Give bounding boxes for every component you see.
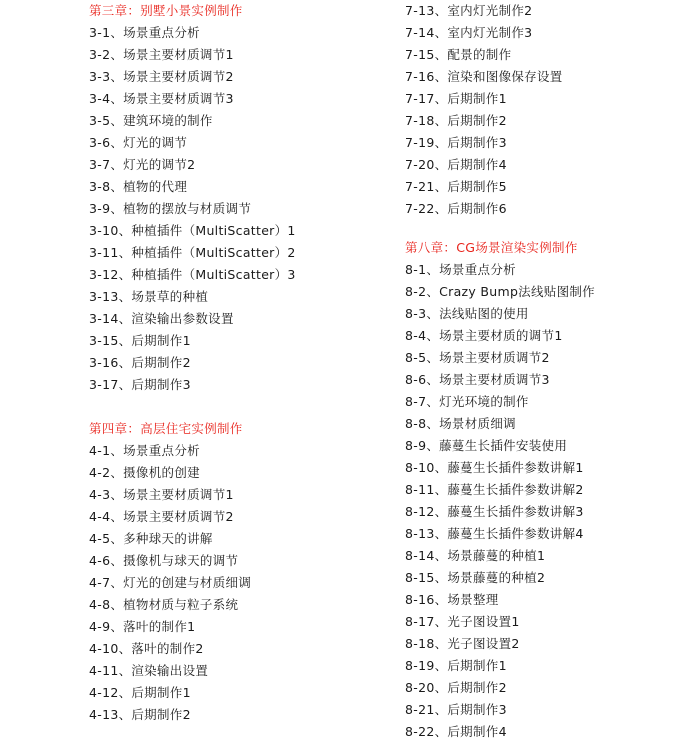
list-item: 7-21、后期制作5	[405, 179, 507, 194]
list-item: 8-20、后期制作2	[405, 680, 507, 695]
chapter-7-continued-list	[405, 0, 700, 220]
list-item: 3-17、后期制作3	[89, 377, 191, 392]
list-item: 7-20、后期制作4	[405, 157, 507, 172]
list-item: 8-22、后期制作4	[405, 724, 507, 739]
list-item: 3-4、场景主要材质调节3	[89, 91, 234, 106]
list-item: 3-15、后期制作1	[89, 333, 191, 348]
list-item: 8-11、藤蔓生长插件参数讲解2	[405, 482, 584, 497]
list-item: 3-3、场景主要材质调节2	[89, 69, 234, 84]
list-item: 4-3、场景主要材质调节1	[89, 487, 234, 502]
list-item: 3-7、灯光的调节2	[89, 157, 196, 172]
list-item: 7-13、室内灯光制作2	[405, 3, 533, 18]
chapter-3-list	[89, 22, 389, 396]
list-item: 4-4、场景主要材质调节2	[89, 509, 234, 524]
list-item: 3-6、灯光的调节	[89, 135, 188, 150]
list-item: 8-17、光子图设置1	[405, 614, 520, 629]
chapter-3-title: 第三章：别墅小景实例制作	[89, 3, 243, 18]
list-item: 8-18、光子图设置2	[405, 636, 520, 651]
list-item: 3-8、植物的代理	[89, 179, 188, 194]
list-item: 4-8、植物材质与粒子系统	[89, 597, 239, 612]
list-item: 3-2、场景主要材质调节1	[89, 47, 234, 62]
list-item: 8-19、后期制作1	[405, 658, 507, 673]
list-item: 7-14、室内灯光制作3	[405, 25, 533, 40]
list-item: 4-12、后期制作1	[89, 685, 191, 700]
list-item: 3-11、种植插件（MultiScatter）2	[89, 245, 296, 260]
list-item: 3-16、后期制作2	[89, 355, 191, 370]
list-item: 4-11、渲染输出设置	[89, 663, 209, 678]
list-item: 3-14、渲染输出参数设置	[89, 311, 234, 326]
list-item: 3-9、植物的摆放与材质调节	[89, 201, 252, 216]
list-item: 4-1、场景重点分析	[89, 443, 200, 458]
list-item: 8-2、Crazy Bump法线贴图制作	[405, 284, 595, 299]
list-item: 7-19、后期制作3	[405, 135, 507, 150]
section-spacer	[89, 396, 389, 418]
list-item: 4-5、多种球天的讲解	[89, 531, 213, 546]
list-item: 3-1、场景重点分析	[89, 25, 200, 40]
list-item: 8-6、场景主要材质调节3	[405, 372, 550, 387]
list-item: 8-14、场景藤蔓的种植1	[405, 548, 546, 563]
list-item: 8-15、场景藤蔓的种植2	[405, 570, 546, 585]
chapter-8-title: 第八章：CG场景渲染实例制作	[405, 240, 578, 255]
list-item: 4-7、灯光的创建与材质细调	[89, 575, 252, 590]
list-item: 8-21、后期制作3	[405, 702, 507, 717]
right-column	[405, 0, 700, 743]
list-item: 8-3、法线贴图的使用	[405, 306, 529, 321]
list-item: 7-22、后期制作6	[405, 201, 507, 216]
list-item: 3-5、建筑环境的制作	[89, 113, 213, 128]
list-item: 8-4、场景主要材质的调节1	[405, 328, 563, 343]
list-item: 4-9、落叶的制作1	[89, 619, 196, 634]
list-item: 7-18、后期制作2	[405, 113, 507, 128]
list-item: 8-13、藤蔓生长插件参数讲解4	[405, 526, 584, 541]
list-item: 8-8、场景材质细调	[405, 416, 516, 431]
list-item: 8-9、藤蔓生长插件安装使用	[405, 438, 568, 453]
list-item: 8-7、灯光环境的制作	[405, 394, 529, 409]
section-spacer	[405, 220, 700, 237]
list-item: 4-2、摄像机的创建	[89, 465, 200, 480]
list-item: 7-16、渲染和图像保存设置	[405, 69, 563, 84]
list-item: 7-17、后期制作1	[405, 91, 507, 106]
list-item: 3-10、种植插件（MultiScatter）1	[89, 223, 296, 238]
list-item: 3-12、种植插件（MultiScatter）3	[89, 267, 296, 282]
list-item: 8-12、藤蔓生长插件参数讲解3	[405, 504, 584, 519]
left-column	[89, 0, 389, 726]
list-item: 8-1、场景重点分析	[405, 262, 516, 277]
chapter-4-list	[89, 440, 389, 726]
chapter-4-title: 第四章：高层住宅实例制作	[89, 421, 243, 436]
list-item: 8-16、场景整理	[405, 592, 499, 607]
list-item: 4-13、后期制作2	[89, 707, 191, 722]
list-item: 3-13、场景草的种植	[89, 289, 209, 304]
list-item: 4-10、落叶的制作2	[89, 641, 204, 656]
list-item: 8-10、藤蔓生长插件参数讲解1	[405, 460, 584, 475]
list-item: 7-15、配景的制作	[405, 47, 512, 62]
list-item: 8-5、场景主要材质调节2	[405, 350, 550, 365]
chapter-8-list	[405, 259, 700, 743]
list-item: 4-6、摄像机与球天的调节	[89, 553, 239, 568]
